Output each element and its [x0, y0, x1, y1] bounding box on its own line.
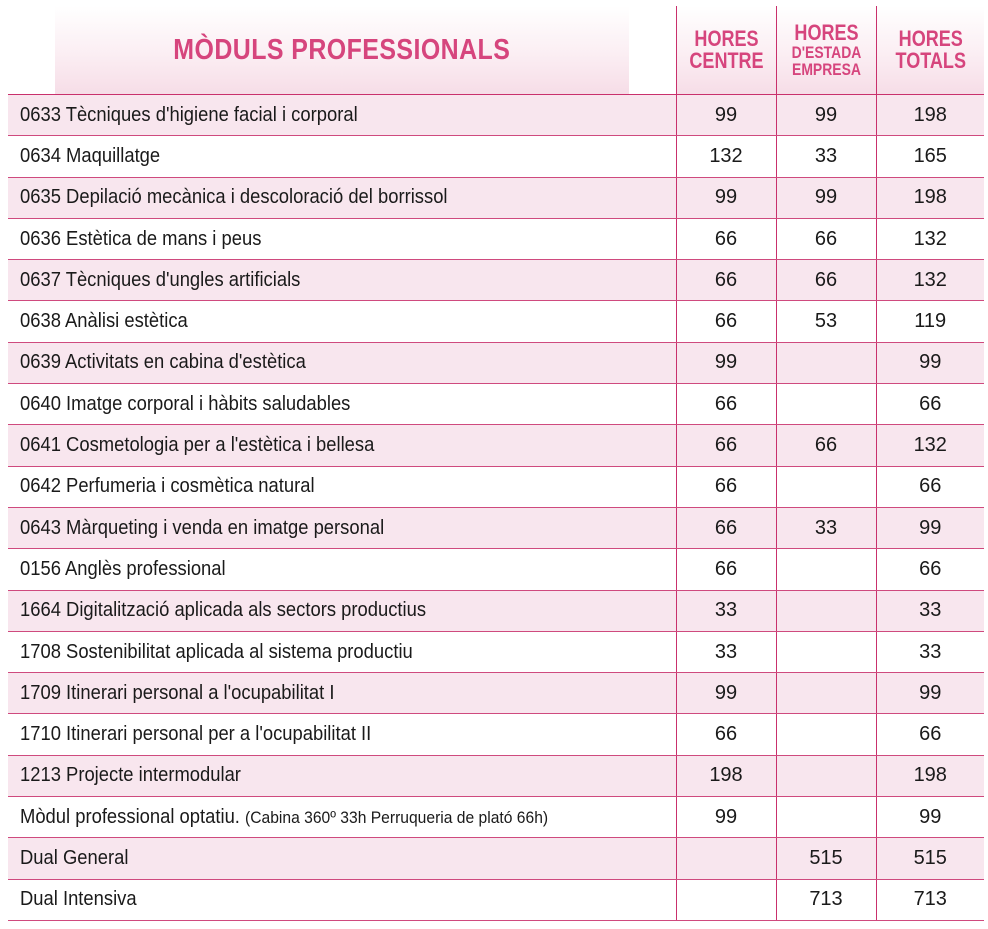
total-hours-cell: 66 [876, 384, 984, 425]
centre-hours-cell [676, 879, 776, 920]
total-hours-cell: 66 [876, 714, 984, 755]
module-name-cell [8, 218, 676, 259]
total-hours-cell: 99 [876, 673, 984, 714]
company-hours-cell [776, 342, 876, 383]
table-header [8, 6, 984, 95]
module-name-cell [8, 384, 676, 425]
company-hours-cell: 33 [776, 507, 876, 548]
module-name-text [20, 806, 548, 829]
company-hours-cell [776, 714, 876, 755]
table-row [8, 384, 984, 425]
company-hours-cell: 66 [776, 260, 876, 301]
company-hours-cell: 99 [776, 95, 876, 136]
module-name: Dual General [20, 846, 129, 869]
company-hours-cell [776, 590, 876, 631]
centre-hours-cell: 99 [676, 797, 776, 838]
total-hours-cell: 99 [876, 342, 984, 383]
table-row [8, 755, 984, 796]
module-name-cell [8, 631, 676, 672]
module-name-cell [8, 507, 676, 548]
table-body [8, 95, 984, 921]
table-row [8, 466, 984, 507]
module-name: 0156 Anglès professional [20, 557, 226, 580]
table-row [8, 260, 984, 301]
table-row [8, 507, 984, 548]
module-note: (Cabina 360º 33h Perruqueria de plató 66h) [245, 807, 549, 827]
company-hours-cell: 713 [776, 879, 876, 920]
module-name-cell [8, 549, 676, 590]
table-row [8, 177, 984, 218]
header-line: HORES [693, 26, 759, 51]
module-name: 0640 Imatge corporal i hàbits saludables [20, 392, 351, 415]
module-name-cell [8, 425, 676, 466]
header-row [8, 6, 984, 95]
module-name-cell [8, 301, 676, 342]
company-hours-cell [776, 466, 876, 507]
modules-column-header: MÒDULS PROFESSIONALS [55, 6, 629, 95]
table-row [8, 549, 984, 590]
centre-hours-cell [676, 838, 776, 879]
module-name-cell [8, 177, 676, 218]
table-row [8, 631, 984, 672]
table-row [8, 95, 984, 136]
centre-hours-cell: 99 [676, 342, 776, 383]
module-name: 1664 Digitalització aplicada als sectors productius [20, 599, 427, 622]
total-hours-cell: 99 [876, 507, 984, 548]
module-name-cell [8, 673, 676, 714]
module-name-text [20, 186, 448, 209]
module-name: 0639 Activitats en cabina d'estètica [20, 351, 306, 374]
module-name-cell [8, 797, 676, 838]
total-hours-cell: 132 [876, 218, 984, 259]
total-hours-cell: 713 [876, 879, 984, 920]
company-hours-cell [776, 673, 876, 714]
module-name-cell [8, 590, 676, 631]
centre-hours-cell: 99 [676, 95, 776, 136]
module-name-text [20, 599, 426, 622]
total-hours-cell: 99 [876, 797, 984, 838]
module-name: 1213 Projecte intermodular [20, 764, 241, 787]
module-name: 1710 Itinerari personal per a l'ocupabilitat II [20, 723, 372, 746]
company-hours-cell: 53 [776, 301, 876, 342]
module-name-text [20, 641, 413, 664]
module-name: 0633 Tècniques d'higiene facial i corporal [20, 103, 358, 126]
company-hours-cell [776, 755, 876, 796]
centre-hours-cell: 66 [676, 218, 776, 259]
module-name-cell [8, 260, 676, 301]
table-row [8, 218, 984, 259]
centre-hours-cell: 66 [676, 425, 776, 466]
company-hours-cell: 515 [776, 838, 876, 879]
centre-hours-cell: 33 [676, 631, 776, 672]
table-row [8, 673, 984, 714]
centre-hours-cell: 66 [676, 301, 776, 342]
module-name: 0634 Maquillatge [20, 144, 161, 167]
module-name: 0643 Màrqueting i venda en imatge personal [20, 516, 385, 539]
module-name: 0642 Perfumeria i cosmètica natural [20, 475, 315, 498]
module-name-text [20, 682, 334, 705]
table-row [8, 590, 984, 631]
module-name-text [20, 310, 188, 333]
company-hours-cell [776, 549, 876, 590]
centre-hours-column-header [676, 6, 776, 95]
total-hours-cell: 515 [876, 838, 984, 879]
company-hours-cell [776, 384, 876, 425]
module-name-text [20, 558, 226, 581]
company-hours-cell [776, 797, 876, 838]
module-name: 0636 Estètica de mans i peus [20, 227, 262, 250]
centre-hours-cell: 66 [676, 260, 776, 301]
module-name-text [20, 393, 350, 416]
module-name: 0638 Anàlisi estètica [20, 310, 188, 333]
module-name: Mòdul professional optatiu. [20, 805, 246, 828]
centre-hours-cell: 132 [676, 136, 776, 177]
company-hours-cell [776, 631, 876, 672]
table-row [8, 838, 984, 879]
total-hours-cell: 33 [876, 590, 984, 631]
module-name: 0635 Depilació mecànica i descoloració del borrissol [20, 186, 448, 209]
centre-hours-cell: 33 [676, 590, 776, 631]
module-name-cell [8, 714, 676, 755]
table-row [8, 342, 984, 383]
header-line: HORES [793, 20, 859, 45]
module-name-cell [8, 342, 676, 383]
total-hours-cell: 66 [876, 466, 984, 507]
module-name: 1708 Sostenibilitat aplicada al sistema productiu [20, 640, 413, 663]
company-hours-cell: 99 [776, 177, 876, 218]
module-name: 0637 Tècniques d'ungles artificials [20, 268, 301, 291]
module-name-text [20, 269, 300, 292]
total-hours-cell: 66 [876, 549, 984, 590]
module-name-text [20, 104, 358, 127]
table-row [8, 136, 984, 177]
total-hours-cell: 198 [876, 177, 984, 218]
modules-hours-table [8, 6, 984, 921]
company-hours-cell: 66 [776, 218, 876, 259]
table-row [8, 797, 984, 838]
module-name-cell [8, 879, 676, 920]
total-hours-cell: 33 [876, 631, 984, 672]
centre-hours-cell: 66 [676, 384, 776, 425]
table-row [8, 879, 984, 920]
header-line: D'ESTADA [791, 43, 861, 62]
module-name-cell [8, 755, 676, 796]
module-name: Dual Intensiva [20, 888, 137, 911]
company-hours-column-header [776, 6, 876, 95]
module-name-text [20, 888, 137, 911]
centre-hours-cell: 66 [676, 714, 776, 755]
total-hours-cell: 165 [876, 136, 984, 177]
module-name-text [20, 228, 261, 251]
module-name-text [20, 145, 160, 168]
total-hours-column-header [876, 6, 984, 95]
module-name-text [20, 764, 241, 787]
total-hours-cell: 132 [876, 425, 984, 466]
centre-hours-cell: 198 [676, 755, 776, 796]
centre-hours-cell: 99 [676, 177, 776, 218]
module-name: 1709 Itinerari personal a l'ocupabilitat I [20, 681, 335, 704]
table-row [8, 714, 984, 755]
total-hours-cell: 198 [876, 755, 984, 796]
header-line: CENTRE [688, 48, 764, 73]
table-row [8, 301, 984, 342]
centre-hours-cell: 66 [676, 549, 776, 590]
company-hours-cell: 66 [776, 425, 876, 466]
total-hours-cell: 119 [876, 301, 984, 342]
module-name-cell [8, 136, 676, 177]
total-hours-cell: 198 [876, 95, 984, 136]
module-name-text [20, 517, 384, 540]
module-name-text [20, 351, 306, 374]
module-name-text [20, 434, 374, 457]
module-name-cell [8, 466, 676, 507]
module-name-cell [8, 838, 676, 879]
module-name-text [20, 847, 128, 870]
centre-hours-cell: 99 [676, 673, 776, 714]
header-line: HORES [898, 26, 963, 51]
module-name: 0641 Cosmetologia per a l'estètica i bellesa [20, 434, 375, 457]
total-hours-cell: 132 [876, 260, 984, 301]
module-name-text [20, 723, 371, 746]
module-name-cell [8, 95, 676, 136]
header-line: TOTALS [895, 48, 966, 73]
centre-hours-cell: 66 [676, 466, 776, 507]
module-name-text [20, 475, 315, 498]
table-row [8, 425, 984, 466]
centre-hours-cell: 66 [676, 507, 776, 548]
header-line: EMPRESA [791, 60, 861, 79]
company-hours-cell: 33 [776, 136, 876, 177]
